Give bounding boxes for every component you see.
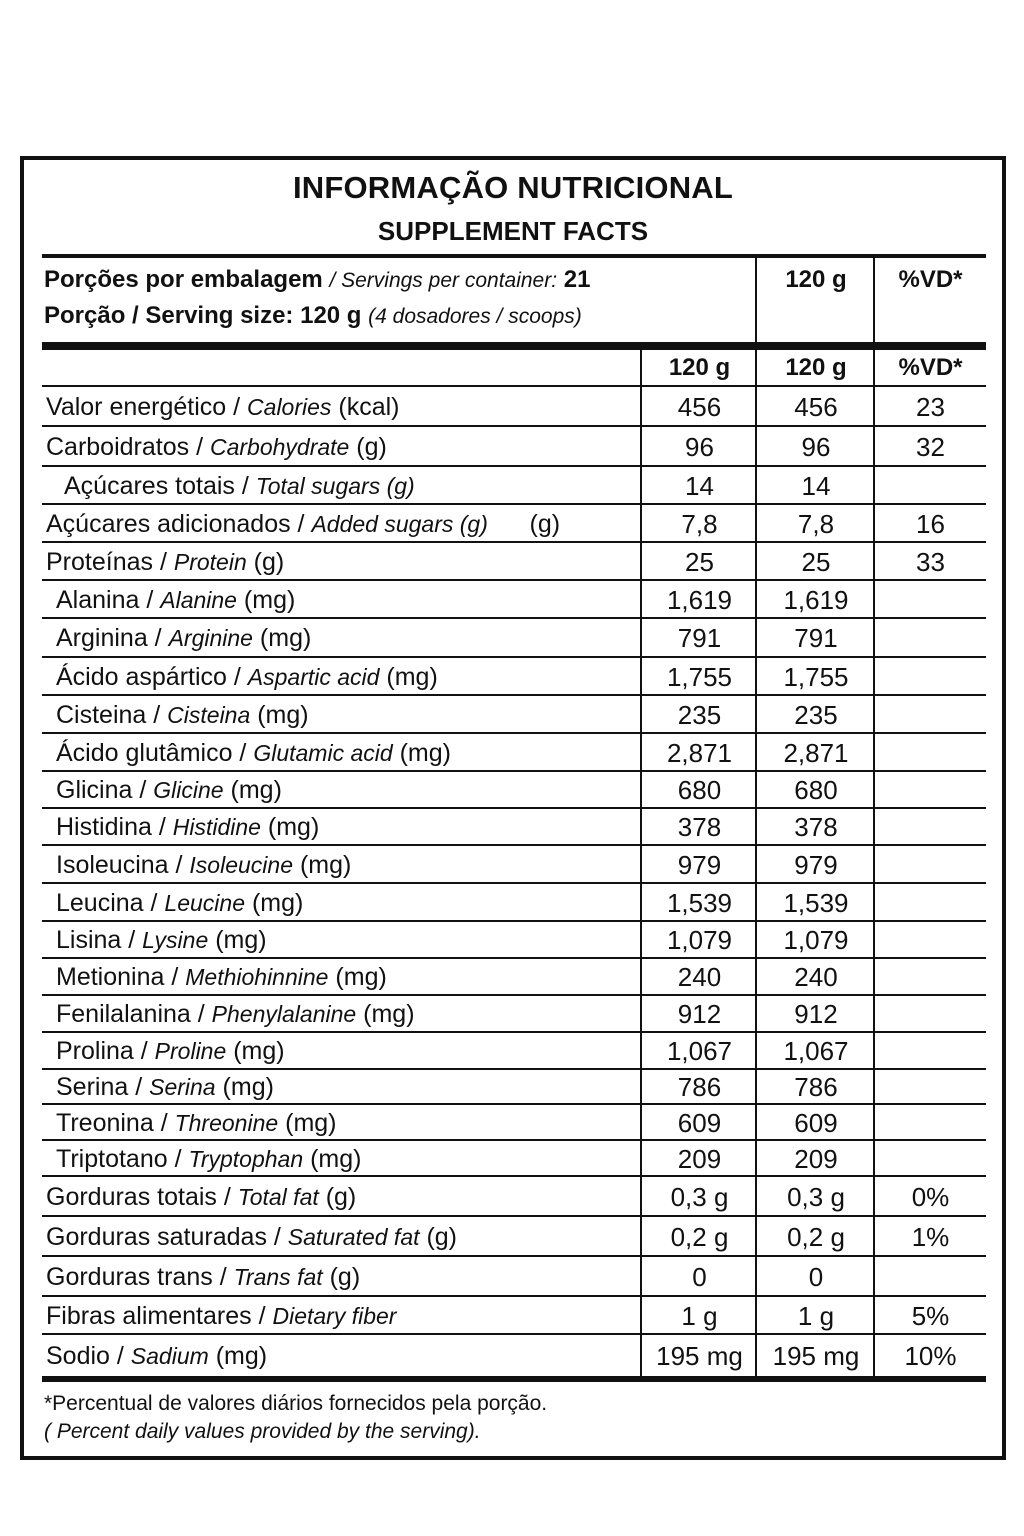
value-col1: 240 xyxy=(677,962,722,992)
nutrient-en: Arginine xyxy=(168,625,253,651)
value-col2: 1,755 xyxy=(783,661,849,692)
value-vd: 32 xyxy=(916,431,945,462)
nutrition-label xyxy=(20,156,1006,1460)
nutrient-unit: (mg) xyxy=(278,1108,337,1137)
table-row xyxy=(42,922,986,959)
value-vd xyxy=(875,1070,986,1105)
value-vd xyxy=(875,1105,986,1141)
servings-label-pt: Porções por embalagem xyxy=(44,266,323,293)
nutrient-name xyxy=(56,734,451,772)
value-vd: 0% xyxy=(911,1181,950,1212)
value-vd xyxy=(875,1033,986,1070)
value-col1: 1,079 xyxy=(666,925,733,955)
servings-per-container xyxy=(44,266,590,294)
nutrient-sep: / xyxy=(128,1073,150,1101)
nutrient-unit: (mg) xyxy=(208,1341,268,1370)
nutrient-en: Glicine xyxy=(153,777,224,803)
nutrient-name xyxy=(56,1105,337,1141)
nutrient-pt: Açúcares totais xyxy=(64,471,235,500)
value-col1: 456 xyxy=(677,391,722,422)
nutrient-unit: (mg) xyxy=(245,888,304,917)
value-vd xyxy=(875,996,986,1033)
table-row xyxy=(42,387,986,427)
nutrient-name xyxy=(46,1335,267,1377)
value-col1: 25 xyxy=(685,546,714,577)
value-col1: 1 g xyxy=(681,1300,718,1331)
value-col1: 1,539 xyxy=(666,887,733,918)
nutrient-name xyxy=(56,809,319,846)
nutrient-name xyxy=(46,427,387,467)
nutrient-en: Trans fat xyxy=(233,1263,323,1290)
value-vd xyxy=(875,1141,986,1177)
value-vd xyxy=(875,467,986,505)
table-row xyxy=(42,427,986,467)
value-col1: 912 xyxy=(677,999,722,1029)
table-row xyxy=(42,884,986,922)
nutrient-en: Lysine xyxy=(142,927,209,953)
table-row xyxy=(42,1257,986,1297)
value-col2: 235 xyxy=(794,699,838,730)
value-col1: 1,619 xyxy=(666,584,733,615)
table-row xyxy=(42,505,986,543)
nutrient-en: Glutamic acid xyxy=(253,739,393,766)
nutrient-pt: Lisina xyxy=(56,926,122,954)
value-col2: 0,3 g xyxy=(787,1181,845,1212)
serving-size-label: Porção / Serving size: 120 g xyxy=(44,302,362,329)
table-row xyxy=(42,1297,986,1335)
table-row xyxy=(42,996,986,1033)
value-col2: 786 xyxy=(794,1072,838,1102)
nutrient-pt: Treonina xyxy=(56,1108,154,1137)
nutrient-en: Phenylalanine xyxy=(211,1001,357,1027)
nutrient-unit: (mg) xyxy=(356,1000,415,1028)
nutrient-sep: / xyxy=(167,1144,189,1173)
nutrient-name xyxy=(56,922,267,959)
nutrient-en: Carbohydrate xyxy=(209,433,350,460)
value-vd: 1% xyxy=(911,1221,950,1252)
nutrient-pt: Arginina xyxy=(56,624,148,652)
nutrient-unit: (kcal) xyxy=(331,392,400,421)
nutrient-name xyxy=(56,846,351,884)
value-col1: 0,2 g xyxy=(670,1221,729,1252)
value-col2: 378 xyxy=(794,812,838,842)
value-col1: 2,871 xyxy=(666,737,733,768)
value-col1: 378 xyxy=(677,812,722,842)
nutrient-en: Dietary fiber xyxy=(272,1302,397,1329)
nutrient-name xyxy=(56,658,438,696)
value-col2: 1 g xyxy=(797,1300,835,1331)
nutrient-unit: (g) xyxy=(487,509,561,538)
value-col1: 14 xyxy=(685,470,714,501)
table-row xyxy=(42,959,986,996)
table-row xyxy=(42,772,986,809)
value-vd: 10% xyxy=(904,1340,957,1371)
nutrient-sep: / xyxy=(143,888,165,917)
value-col2: 791 xyxy=(794,623,838,653)
value-vd xyxy=(875,772,986,809)
value-col1: 209 xyxy=(677,1143,722,1174)
table-row xyxy=(42,658,986,696)
serving-size xyxy=(44,302,582,330)
nutrient-pt: Cisteina xyxy=(56,700,147,729)
value-col1: 791 xyxy=(677,623,722,653)
nutrient-sep: / xyxy=(168,850,190,879)
nutrient-pt: Carboidratos xyxy=(46,432,190,461)
nutrient-name xyxy=(56,959,387,996)
nutrient-en: Histidine xyxy=(172,814,261,840)
nutrient-pt: Serina xyxy=(56,1073,129,1101)
nutrient-unit: (g) xyxy=(322,1262,361,1291)
nutrient-pt: Valor energético xyxy=(46,392,227,421)
footer-rule xyxy=(42,1376,986,1382)
value-col2: 195 mg xyxy=(772,1340,860,1371)
nutrient-sep: / xyxy=(226,662,248,691)
nutrient-en: Isoleucine xyxy=(189,851,293,878)
header-top-rule xyxy=(42,254,986,258)
nutrient-en: Added sugars (g) xyxy=(311,510,488,537)
nutrient-pt: Fibras alimentares xyxy=(46,1301,252,1330)
table-row xyxy=(42,846,986,884)
value-col2: 0 xyxy=(808,1261,824,1292)
nutrient-sep: / xyxy=(234,471,256,500)
nutrient-unit: (mg) xyxy=(260,813,320,841)
value-vd xyxy=(875,696,986,734)
value-vd: 33 xyxy=(916,546,945,577)
value-col2: 912 xyxy=(794,999,838,1029)
footnote-pt: *Percentual de valores diários fornecidos pela porção. xyxy=(44,1392,548,1415)
nutrient-pt: Prolina xyxy=(56,1037,134,1065)
table-row xyxy=(42,543,986,581)
nutrient-pt: Leucina xyxy=(56,888,144,917)
value-col2: 1,619 xyxy=(783,584,849,615)
nutrient-sep: / xyxy=(146,700,168,729)
value-col1: 979 xyxy=(677,849,722,880)
nutrient-en: Tryptophan xyxy=(188,1145,304,1172)
header-thick-rule xyxy=(42,342,986,350)
nutrient-unit: (mg) xyxy=(223,776,282,804)
nutrient-unit: (mg) xyxy=(328,963,387,991)
nutrient-sep: / xyxy=(109,1341,131,1370)
nutrient-pt: Açúcares adicionados xyxy=(46,509,291,538)
nutrient-en: Aspartic acid xyxy=(247,663,380,690)
nutrient-en: Saturated fat xyxy=(287,1223,420,1250)
header-box-col2: %VD* xyxy=(898,266,963,293)
table-row xyxy=(42,696,986,734)
nutrient-name xyxy=(56,1070,274,1105)
nutrient-name xyxy=(46,1217,457,1257)
nutrient-sep: / xyxy=(189,432,210,461)
nutrient-unit: (mg) xyxy=(208,926,267,954)
value-col1: 96 xyxy=(685,431,714,462)
nutrient-pt: Alanina xyxy=(56,585,140,614)
nutrient-unit: (g) xyxy=(246,547,285,576)
nutrient-sep: / xyxy=(232,738,254,767)
value-vd: 5% xyxy=(911,1300,950,1331)
nutrient-unit: (g) xyxy=(349,432,387,461)
table-row xyxy=(42,1335,986,1377)
nutrient-en: Protein xyxy=(173,548,247,575)
nutrient-pt: Fenilalanina xyxy=(56,1000,191,1028)
value-vd xyxy=(875,809,986,846)
label-title: INFORMAÇÃO NUTRICIONAL xyxy=(292,170,734,205)
value-col1: 786 xyxy=(677,1072,722,1102)
value-col1: 195 mg xyxy=(656,1340,743,1371)
nutrient-name xyxy=(56,619,311,658)
value-col2: 2,871 xyxy=(783,737,849,768)
value-col2: 680 xyxy=(794,775,838,805)
nutrient-pt: Gorduras totais xyxy=(46,1182,217,1211)
table-row xyxy=(42,1217,986,1257)
nutrient-unit: (mg) xyxy=(250,700,309,729)
nutrient-en: Leucine xyxy=(164,889,245,916)
nutrient-unit: (mg) xyxy=(379,662,438,691)
nutrient-name xyxy=(46,1177,356,1217)
value-col1: 235 xyxy=(677,699,722,730)
nutrient-pt: Isoleucina xyxy=(56,850,169,879)
nutrient-unit: (g) xyxy=(318,1182,357,1211)
value-col2: 1,539 xyxy=(783,887,849,918)
value-vd xyxy=(875,581,986,619)
value-vd xyxy=(875,734,986,772)
nutrient-name xyxy=(46,505,560,543)
nutrient-unit: (mg) xyxy=(293,850,352,879)
table-row xyxy=(42,1033,986,1070)
label-subtitle: SUPPLEMENT FACTS xyxy=(377,216,649,246)
nutrient-name xyxy=(56,772,282,809)
nutrient-sep: / xyxy=(190,1000,212,1028)
nutrient-pt: Glicina xyxy=(56,776,133,804)
table-row xyxy=(42,809,986,846)
servings-label-en: / Servings per container: xyxy=(329,269,558,292)
nutrient-en: Proline xyxy=(154,1038,227,1064)
nutrient-en: Cisteina xyxy=(167,701,251,728)
value-col1: 680 xyxy=(677,775,722,805)
nutrient-sep: / xyxy=(133,1037,155,1065)
value-col2: 0,2 g xyxy=(787,1221,845,1252)
nutrient-unit: (mg) xyxy=(252,624,312,652)
footnote-en: ( Percent daily values provided by the serving). xyxy=(44,1420,481,1443)
value-vd xyxy=(875,619,986,658)
nutrient-name xyxy=(56,581,295,619)
nutrient-unit: (mg) xyxy=(226,1037,285,1065)
value-vd: 23 xyxy=(916,391,945,422)
value-col2: 96 xyxy=(801,431,831,462)
nutrient-name xyxy=(46,387,399,427)
nutrient-name xyxy=(64,467,415,505)
value-vd xyxy=(875,846,986,884)
value-col1: 7,8 xyxy=(681,508,718,539)
value-vd xyxy=(875,884,986,922)
col-head-1: 120 g xyxy=(668,354,731,381)
nutrient-unit: (mg) xyxy=(303,1144,362,1173)
value-col2: 1,079 xyxy=(783,925,849,955)
nutrient-name xyxy=(46,543,284,581)
value-col1: 609 xyxy=(677,1107,722,1138)
value-col2: 240 xyxy=(794,962,838,992)
col-head-2: 120 g xyxy=(785,354,847,381)
nutrient-sep: / xyxy=(226,392,248,421)
nutrient-sep: / xyxy=(212,1262,234,1291)
value-col1: 1,755 xyxy=(666,661,733,692)
nutrient-sep: / xyxy=(164,963,186,991)
nutrient-pt: Metionina xyxy=(56,963,165,991)
nutrient-name xyxy=(56,1033,285,1070)
value-col2: 7,8 xyxy=(797,508,835,539)
nutrient-sep: / xyxy=(121,926,143,954)
nutrient-pt: Sodio xyxy=(46,1341,110,1370)
nutrient-en: Threonine xyxy=(174,1109,279,1136)
nutrient-pt: Ácido glutâmico xyxy=(56,738,233,767)
value-col2: 14 xyxy=(801,470,831,501)
nutrient-pt: Histidina xyxy=(56,813,152,841)
header-box-col1: 120 g xyxy=(785,266,847,293)
nutrient-sep: / xyxy=(290,509,312,538)
nutrient-en: Sadium xyxy=(130,1342,209,1369)
table-row xyxy=(42,1141,986,1177)
table-row xyxy=(42,1070,986,1105)
nutrient-name xyxy=(56,696,309,734)
nutrient-name xyxy=(46,1257,360,1297)
table-row xyxy=(42,619,986,658)
nutrient-sep: / xyxy=(151,813,173,841)
nutrient-en: Methiohinnine xyxy=(185,964,329,990)
table-row xyxy=(42,581,986,619)
table-row xyxy=(42,734,986,772)
nutrient-name xyxy=(56,996,415,1033)
serving-size-note: (4 dosadores / scoops) xyxy=(368,305,582,328)
nutrient-en: Total sugars (g) xyxy=(255,472,415,499)
nutrient-pt: Gorduras trans xyxy=(46,1262,213,1291)
value-vd xyxy=(875,922,986,959)
value-col2: 979 xyxy=(794,849,838,880)
value-col1: 1,067 xyxy=(666,1036,733,1066)
nutrient-name xyxy=(56,884,303,922)
nutrient-sep: / xyxy=(132,776,154,804)
nutrient-pt: Triptotano xyxy=(56,1144,168,1173)
value-col1: 0,3 g xyxy=(670,1181,729,1212)
nutrient-sep: / xyxy=(266,1222,288,1251)
table-row xyxy=(42,1177,986,1217)
nutrient-unit: (mg) xyxy=(392,738,451,767)
col-head-3: %VD* xyxy=(898,354,963,381)
nutrient-en: Alanine xyxy=(160,586,237,613)
value-col2: 456 xyxy=(794,391,838,422)
nutrient-sep: / xyxy=(251,1301,273,1330)
nutrient-en: Calories xyxy=(247,393,332,420)
nutrient-sep: / xyxy=(153,1108,175,1137)
nutrient-en: Serina xyxy=(149,1074,216,1100)
nutrient-sep: / xyxy=(153,547,174,576)
table-row xyxy=(42,1105,986,1141)
nutrient-pt: Gorduras saturadas xyxy=(46,1222,267,1251)
nutrient-en: Total fat xyxy=(237,1183,319,1210)
nutrient-name xyxy=(46,1297,396,1335)
value-vd xyxy=(875,959,986,996)
value-col2: 25 xyxy=(801,546,831,577)
nutrient-name xyxy=(56,1141,361,1177)
nutrient-sep: / xyxy=(216,1182,238,1211)
value-vd xyxy=(875,658,986,696)
nutrient-unit: (mg) xyxy=(236,585,296,614)
servings-value: 21 xyxy=(563,266,591,293)
nutrient-sep: / xyxy=(139,585,161,614)
value-col2: 609 xyxy=(794,1107,838,1138)
value-col2: 1,067 xyxy=(783,1036,849,1066)
value-col1: 0 xyxy=(692,1261,707,1292)
nutrient-unit: (mg) xyxy=(215,1073,274,1101)
value-vd xyxy=(875,1257,986,1297)
nutrient-pt: Ácido aspártico xyxy=(56,662,227,691)
nutrient-unit: (g) xyxy=(419,1222,457,1251)
table-row xyxy=(42,467,986,505)
nutrient-sep: / xyxy=(147,624,169,652)
value-col2: 209 xyxy=(794,1143,838,1174)
value-vd: 16 xyxy=(916,508,945,539)
nutrient-pt: Proteínas xyxy=(46,547,154,576)
